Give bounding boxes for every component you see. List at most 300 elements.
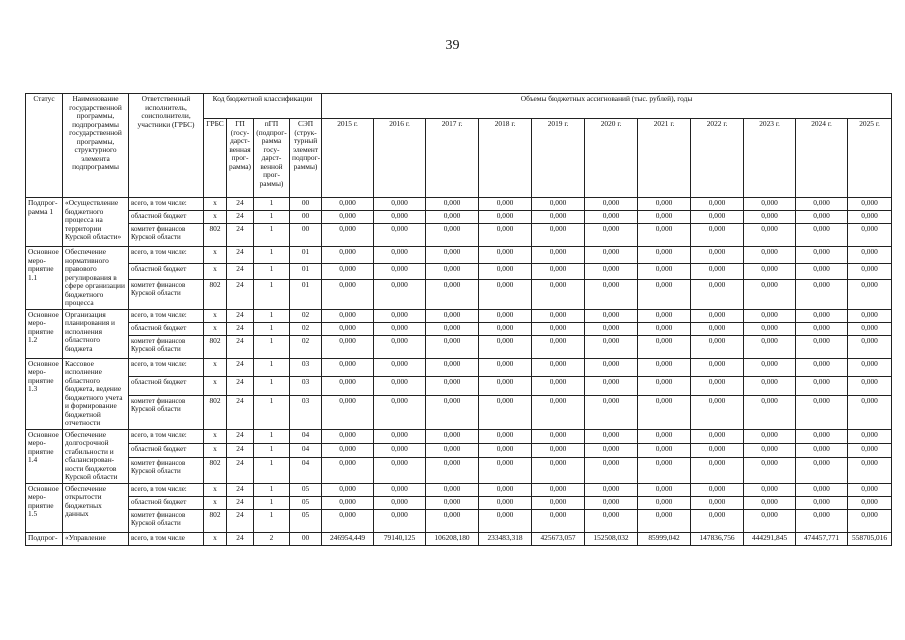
row-value: 0,000 [691,358,744,377]
row-gp: 24 [227,280,254,309]
row-pgp: 1 [254,483,290,496]
row-value: 0,000 [691,377,744,396]
row-value: 0,000 [691,247,744,264]
header-name: Наименование государственной программы, подпрограммы государственной программы, структурного элемента подпрограммы [63,94,129,198]
row-value: 0,000 [374,322,426,335]
row-value: 0,000 [374,224,426,247]
row-value: 0,000 [848,280,892,309]
row-value: 0,000 [479,396,532,429]
row-value: 0,000 [796,458,848,483]
header-grbs: ГРБС [204,119,227,198]
row-value: 0,000 [532,309,585,322]
row-grbs: х [204,358,227,377]
row-value: 0,000 [585,322,638,335]
header-year: 2021 г. [638,119,691,198]
row-gp: 24 [227,224,254,247]
row-value: 0,000 [848,198,892,211]
row-value: 0,000 [848,496,892,509]
table-row [26,335,892,358]
row-value: 0,000 [479,496,532,509]
row-sep: 00 [290,198,322,211]
row-gp: 24 [227,496,254,509]
row-sep: 03 [290,358,322,377]
row-value: 0,000 [322,358,374,377]
header-year: 2015 г. [322,119,374,198]
row-value: 0,000 [638,280,691,309]
row-value: 0,000 [796,429,848,443]
row-executor: областной бюджет [129,263,204,280]
row-sep: 04 [290,458,322,483]
row-value: 0,000 [426,429,479,443]
row-pgp: 1 [254,335,290,358]
row-executor: областной бюджет [129,496,204,509]
row-value: 0,000 [691,211,744,224]
row-value: 0,000 [585,358,638,377]
row-value: 0,000 [796,335,848,358]
row-pgp: 1 [254,396,290,429]
table-row [26,280,892,309]
row-value: 0,000 [638,263,691,280]
row-value: 0,000 [374,335,426,358]
row-grbs: 802 [204,280,227,309]
row-value: 0,000 [691,483,744,496]
row-value: 0,000 [796,377,848,396]
table-row [26,458,892,483]
row-value: 0,000 [638,322,691,335]
row-value: 0,000 [374,247,426,264]
table-row [26,211,892,224]
row-value: 0,000 [479,483,532,496]
row-value: 0,000 [744,396,796,429]
row-value: 0,000 [479,263,532,280]
row-value: 0,000 [585,509,638,532]
row-value: 0,000 [691,309,744,322]
row-value: 0,000 [744,358,796,377]
row-value: 0,000 [532,429,585,443]
row-value: 0,000 [744,335,796,358]
row-value: 0,000 [532,247,585,264]
row-value: 0,000 [374,198,426,211]
row-grbs: 802 [204,509,227,532]
header-year: 2022 г. [691,119,744,198]
row-gp: 24 [227,358,254,377]
row-value: 0,000 [691,496,744,509]
row-gp: 24 [227,509,254,532]
row-executor: областной бюджет [129,444,204,458]
row-value: 0,000 [744,496,796,509]
row-executor: областной бюджет [129,211,204,224]
row-value: 152508,032 [585,532,638,545]
row-executor: всего, в том числе: [129,358,204,377]
row-value: 0,000 [691,444,744,458]
row-value: 0,000 [744,263,796,280]
row-value: 0,000 [426,322,479,335]
row-value: 0,000 [585,496,638,509]
row-value: 0,000 [426,377,479,396]
row-executor: комитет финансов Курской области [129,396,204,429]
row-value: 0,000 [374,309,426,322]
row-value: 0,000 [322,224,374,247]
row-value: 0,000 [585,377,638,396]
header-year: 2016 г. [374,119,426,198]
row-value: 0,000 [426,458,479,483]
row-value: 0,000 [796,280,848,309]
row-value: 0,000 [585,458,638,483]
row-pgp: 1 [254,377,290,396]
row-sep: 00 [290,211,322,224]
row-sep: 03 [290,377,322,396]
row-value: 0,000 [532,322,585,335]
row-value: 0,000 [479,458,532,483]
row-value: 0,000 [322,509,374,532]
row-value: 0,000 [691,263,744,280]
row-value: 0,000 [532,444,585,458]
row-grbs: 802 [204,335,227,358]
row-value: 0,000 [585,309,638,322]
row-grbs: х [204,429,227,443]
row-value: 0,000 [796,509,848,532]
row-name: Кассовое исполнение областного бюджета, ведение бюджетного учета и формирование бюджетной отчетности [63,358,129,429]
row-pgp: 1 [254,309,290,322]
row-value: 0,000 [638,396,691,429]
row-value: 0,000 [691,322,744,335]
row-value: 0,000 [322,396,374,429]
row-gp: 24 [227,483,254,496]
row-value: 425673,057 [532,532,585,545]
row-value: 0,000 [322,444,374,458]
row-value: 0,000 [374,429,426,443]
row-value: 0,000 [744,444,796,458]
row-value: 0,000 [638,309,691,322]
row-pgp: 1 [254,322,290,335]
row-value: 0,000 [585,280,638,309]
row-sep: 04 [290,444,322,458]
row-pgp: 1 [254,263,290,280]
row-sep: 02 [290,309,322,322]
row-sep: 05 [290,496,322,509]
row-name: «Управление [63,532,129,545]
row-value: 0,000 [322,429,374,443]
header-year: 2017 г. [426,119,479,198]
row-value: 0,000 [848,509,892,532]
row-gp: 24 [227,377,254,396]
row-name: Обеспечение нормативного правового регулирования в сфере организации бюджетного процесса [63,247,129,310]
row-value: 0,000 [638,335,691,358]
row-gp: 24 [227,532,254,545]
header-volumes-group: Объемы бюджетных ассигнований (тыс. рублей), годы [322,94,892,119]
row-value: 0,000 [479,444,532,458]
row-value: 0,000 [322,322,374,335]
header-sep: СЭП (струк-турный элемент подпрог-раммы) [290,119,322,198]
row-value: 0,000 [479,429,532,443]
row-value: 0,000 [638,483,691,496]
header-code-group: Код бюджетной классификации [204,94,322,119]
row-value: 0,000 [479,335,532,358]
row-value: 0,000 [479,224,532,247]
row-value: 0,000 [744,247,796,264]
row-status: Основное меро-приятие 1.4 [26,429,63,483]
row-gp: 24 [227,335,254,358]
row-value: 0,000 [322,247,374,264]
row-value: 0,000 [585,396,638,429]
row-value: 0,000 [638,496,691,509]
row-pgp: 1 [254,458,290,483]
table-row [26,247,892,264]
row-grbs: х [204,532,227,545]
row-executor: всего, в том числе: [129,247,204,264]
row-value: 0,000 [691,458,744,483]
row-value: 0,000 [532,483,585,496]
row-value: 0,000 [848,458,892,483]
row-value: 474457,771 [796,532,848,545]
row-value: 0,000 [374,483,426,496]
row-value: 0,000 [638,429,691,443]
row-value: 0,000 [426,247,479,264]
row-value: 0,000 [374,377,426,396]
row-value: 0,000 [691,396,744,429]
header-year: 2025 г. [848,119,892,198]
row-gp: 24 [227,198,254,211]
table-row [26,483,892,496]
row-sep: 00 [290,532,322,545]
table-row [26,509,892,532]
row-value: 0,000 [796,198,848,211]
header-year: 2019 г. [532,119,585,198]
row-executor: комитет финансов Курской области [129,280,204,309]
header-year: 2020 г. [585,119,638,198]
row-sep: 00 [290,224,322,247]
row-executor: областной бюджет [129,377,204,396]
row-value: 0,000 [479,509,532,532]
row-value: 0,000 [374,280,426,309]
row-status: Подпрог- [26,532,63,545]
row-value: 0,000 [585,247,638,264]
row-sep: 01 [290,247,322,264]
row-pgp: 2 [254,532,290,545]
row-value: 558705,016 [848,532,892,545]
row-value: 0,000 [744,280,796,309]
row-value: 0,000 [796,496,848,509]
row-grbs: х [204,496,227,509]
row-executor: комитет финансов Курской области [129,509,204,532]
row-value: 0,000 [322,211,374,224]
row-value: 85999,042 [638,532,691,545]
row-value: 0,000 [796,396,848,429]
row-value: 0,000 [426,509,479,532]
row-executor: комитет финансов Курской области [129,458,204,483]
row-grbs: х [204,211,227,224]
row-gp: 24 [227,309,254,322]
row-value: 0,000 [322,309,374,322]
row-gp: 24 [227,211,254,224]
row-value: 0,000 [479,198,532,211]
row-value: 0,000 [322,198,374,211]
row-value: 0,000 [374,263,426,280]
row-value: 0,000 [322,280,374,309]
row-value: 0,000 [848,429,892,443]
row-sep: 04 [290,429,322,443]
row-value: 0,000 [426,483,479,496]
row-executor: всего, в том числе [129,532,204,545]
row-value: 0,000 [691,429,744,443]
row-value: 0,000 [848,377,892,396]
row-pgp: 1 [254,247,290,264]
row-value: 0,000 [426,280,479,309]
row-value: 0,000 [374,358,426,377]
row-executor: комитет финансов Курской области [129,224,204,247]
row-value: 0,000 [848,263,892,280]
row-value: 0,000 [532,198,585,211]
table-row [26,532,892,545]
row-pgp: 1 [254,496,290,509]
row-status: Основное меро-приятие 1.5 [26,483,63,532]
row-sep: 02 [290,335,322,358]
table-row [26,224,892,247]
row-value: 0,000 [532,263,585,280]
page-number: 39 [445,38,460,53]
row-value: 0,000 [532,280,585,309]
row-value: 0,000 [479,211,532,224]
table-row [26,322,892,335]
row-value: 0,000 [426,335,479,358]
row-value: 0,000 [744,198,796,211]
row-value: 0,000 [374,496,426,509]
row-value: 0,000 [796,211,848,224]
row-value: 0,000 [532,224,585,247]
row-value: 246954,449 [322,532,374,545]
row-grbs: х [204,377,227,396]
row-value: 0,000 [848,247,892,264]
row-value: 0,000 [744,322,796,335]
row-pgp: 1 [254,509,290,532]
row-value: 0,000 [532,377,585,396]
row-grbs: х [204,444,227,458]
row-value: 0,000 [796,444,848,458]
row-sep: 03 [290,396,322,429]
row-status: Подпрог-рамма 1 [26,198,63,247]
row-value: 444291,845 [744,532,796,545]
row-value: 0,000 [532,458,585,483]
row-value: 0,000 [585,429,638,443]
row-value: 0,000 [796,247,848,264]
row-pgp: 1 [254,358,290,377]
row-sep: 05 [290,483,322,496]
row-grbs: х [204,247,227,264]
row-pgp: 1 [254,211,290,224]
row-status: Основное меро-приятие 1.2 [26,309,63,358]
header-executor: Ответственный исполнитель, соисполнители, участники (ГРБС) [129,94,204,198]
row-value: 0,000 [585,335,638,358]
row-value: 0,000 [638,224,691,247]
row-executor: всего, в том числе: [129,309,204,322]
row-name: Обеспечение открытости бюджетных данных [63,483,129,532]
row-value: 0,000 [744,309,796,322]
row-value: 0,000 [426,358,479,377]
table-row [26,377,892,396]
row-gp: 24 [227,396,254,429]
row-value: 0,000 [532,496,585,509]
table-row [26,198,892,211]
row-value: 0,000 [322,483,374,496]
header-gp: ГП (госу-дарст-венная прог-рамма) [227,119,254,198]
row-name: Организация планирования и исполнения областного бюджета [63,309,129,358]
row-value: 0,000 [322,263,374,280]
row-value: 0,000 [426,444,479,458]
row-value: 0,000 [744,429,796,443]
row-grbs: 802 [204,396,227,429]
row-value: 0,000 [848,335,892,358]
row-value: 0,000 [638,247,691,264]
row-value: 0,000 [374,509,426,532]
row-value: 0,000 [848,396,892,429]
row-value: 79140,125 [374,532,426,545]
row-value: 0,000 [585,211,638,224]
row-value: 0,000 [744,211,796,224]
row-grbs: 802 [204,458,227,483]
row-value: 0,000 [848,444,892,458]
row-value: 0,000 [532,396,585,429]
row-executor: всего, в том числе: [129,198,204,211]
row-value: 147836,756 [691,532,744,545]
row-value: 0,000 [585,263,638,280]
row-value: 0,000 [322,335,374,358]
row-value: 0,000 [322,496,374,509]
row-value: 0,000 [848,483,892,496]
row-status: Основное меро-приятие 1.3 [26,358,63,429]
row-grbs: х [204,309,227,322]
row-executor: всего, в том числе: [129,483,204,496]
row-value: 0,000 [848,309,892,322]
row-value: 0,000 [479,358,532,377]
row-value: 0,000 [796,309,848,322]
row-grbs: х [204,322,227,335]
row-value: 0,000 [796,358,848,377]
table-row [26,496,892,509]
table-row [26,309,892,322]
row-value: 0,000 [744,377,796,396]
row-value: 0,000 [426,263,479,280]
row-value: 0,000 [479,377,532,396]
row-value: 0,000 [848,322,892,335]
row-gp: 24 [227,444,254,458]
row-name: Обеспечение долгосрочной стабильности и сбалансирован-ности бюджетов Курской области [63,429,129,483]
row-pgp: 1 [254,198,290,211]
row-sep: 01 [290,280,322,309]
row-gp: 24 [227,429,254,443]
row-value: 0,000 [585,224,638,247]
row-value: 0,000 [744,224,796,247]
row-value: 0,000 [374,458,426,483]
row-value: 0,000 [638,198,691,211]
row-value: 0,000 [532,335,585,358]
row-value: 0,000 [585,198,638,211]
row-value: 0,000 [374,211,426,224]
row-value: 0,000 [638,458,691,483]
row-gp: 24 [227,322,254,335]
row-value: 0,000 [691,198,744,211]
row-gp: 24 [227,458,254,483]
row-value: 0,000 [479,247,532,264]
header-pgp: пГП (подпрог-рамма госу-дарст-венной прог-раммы) [254,119,290,198]
row-pgp: 1 [254,429,290,443]
row-value: 0,000 [585,483,638,496]
row-value: 0,000 [638,509,691,532]
row-value: 0,000 [426,309,479,322]
header-year: 2023 г. [744,119,796,198]
row-value: 0,000 [479,280,532,309]
row-value: 0,000 [691,224,744,247]
table-row [26,263,892,280]
